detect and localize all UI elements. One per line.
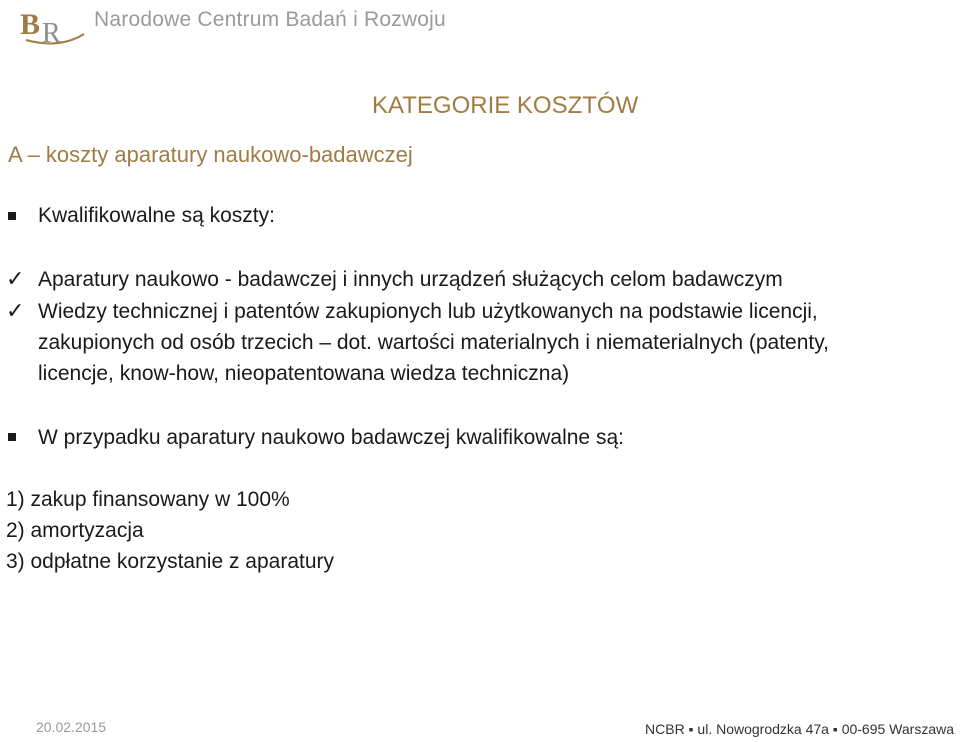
svg-text:R: R [42, 18, 61, 48]
check-item-continued: licencje, know-how, nieopatentowana wiedza techniczna) [38, 362, 570, 385]
section-title: A – koszty aparatury naukowo-badawczej [8, 142, 413, 167]
organization-name: Narodowe Centrum Badań i Rozwoju [94, 8, 446, 31]
square-bullet-icon [8, 212, 16, 220]
checkmark-icon: ✓ [6, 298, 25, 323]
footer-date: 20.02.2015 [36, 719, 107, 735]
numbered-item: 3) odpłatne korzystanie z aparatury [6, 550, 335, 573]
svg-text:B: B [20, 8, 41, 41]
checkmark-icon: ✓ [6, 266, 25, 291]
footer-address: NCBR ▪ ul. Nowogrodzka 47a ▪ 00-695 Warszawa [645, 721, 954, 737]
check-item: Aparatury naukowo - badawczej i innych urządzeń służących celom badawczym [38, 268, 783, 291]
numbered-item: 1) zakup finansowany w 100% [6, 488, 290, 511]
numbered-item: 2) amortyzacja [6, 519, 144, 542]
bullet-text: Kwalifikowalne są koszty: [38, 204, 275, 227]
ncbr-logo-icon [18, 4, 88, 48]
slide-title: KATEGORIE KOSZTÓW [372, 92, 639, 119]
square-bullet-icon [8, 433, 16, 441]
bullet-text: W przypadku aparatury naukowo badawczej kwalifikowalne są: [38, 426, 624, 449]
check-item-continued: zakupionych od osób trzecich – dot. wartości materialnych i niematerialnych (patenty, [38, 331, 829, 354]
check-item: Wiedzy technicznej i patentów zakupionych lub użytkowanych na podstawie licencji, [38, 300, 818, 323]
